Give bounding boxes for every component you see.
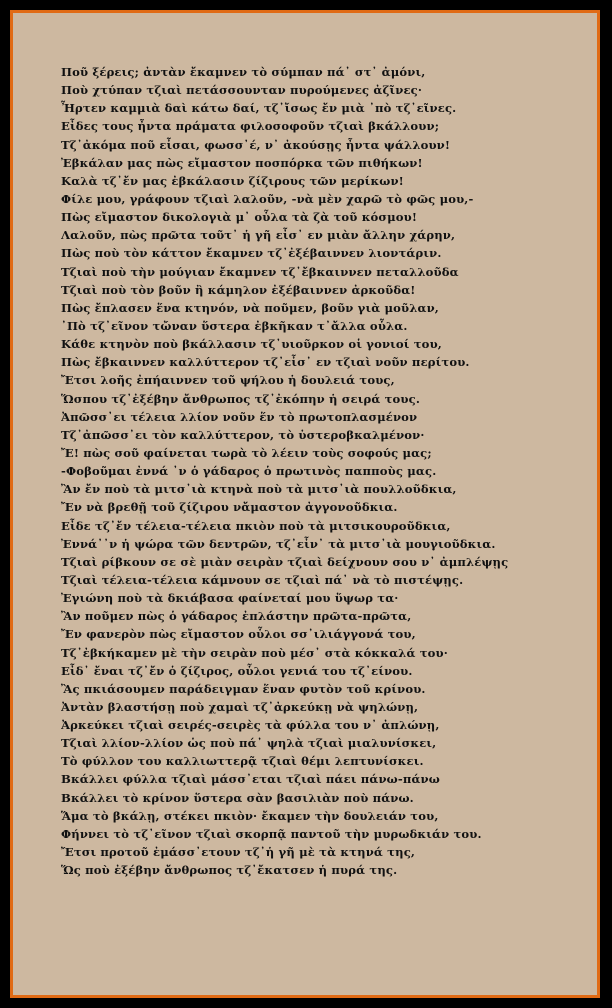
poem-line: Ἂν ποῦμεν πὼς ὁ γάδαρος ἐπλάστην πρῶτα-πρῶτα, [61, 609, 412, 624]
poem-line: -Φοβοῦμαι ἐννά ᾽ν ὁ γάδαρος ὁ πρωτινὸς παπποὺς μας. [61, 464, 437, 479]
poem-line: Ἀντὰν βλαστήσῃ ποὺ χαμαὶ τζ᾽ἀρκεύκῃ νὰ ψηλώνῃ, [61, 699, 419, 714]
poem-line: Τζ᾽ἐβκήκαμεν μὲ τὴν σειρὰν ποὺ μέσ᾽ στὰ κόκκαλά του· [61, 645, 448, 660]
poem-line: Ἀπῶσσ᾽ει τέλεια λλίον νοῦν ἕν τὸ πρωτοπλασμένον [61, 409, 418, 424]
poem-line: Πὼς ποὺ τὸν κάττον ἔκαμνεν τζ᾽ἐξέβαιννεν λιοντάριν. [61, 246, 442, 261]
poem-line: Ἐννά᾽᾽ν ἡ ψώρα τῶν δεντρῶν, τζ᾽εἶν᾽ τὰ μιτσ᾽ιὰ μουγιοῦδκια. [61, 536, 496, 551]
poem-line: Ἔ! πὼς σοῦ φαίνεται τωρὰ τὸ λέειν τοὺς σοφούς μας; [61, 445, 432, 460]
poem-text [61, 63, 593, 879]
poem-line: Ἂν ἔν ποὺ τὰ μιτσ᾽ιὰ κτηνὰ ποὺ τὰ μιτσ᾽ιὰ πουλλοῦδκια, [61, 482, 457, 497]
poem-line: Τζιαὶ λλίον-λλίον ὡς ποὺ πά᾽ ψηλὰ τζιαὶ μιαλυνίσκει, [61, 736, 437, 751]
poem-line: Πὼς ἔπλασεν ἕνα κτηνόν, νὰ ποῦμεν, βοῦν γιὰ μοῦλαν, [61, 300, 439, 315]
poem-line: Πὼς εἴμαστον δικολογιὰ μ᾽ οὗλα τὰ ζὰ τοῦ κόσμου! [61, 210, 418, 225]
poem-line: Ὥσπου τζ᾽ἐξέβην ἄνθρωπος τζ᾽ἐκόπην ἡ σειρά τους. [61, 391, 421, 406]
poem-line: Ὥς ποὺ ἐξέβην ἄνθρωπος τζ᾽ἔκατσεν ἡ πυρά της. [61, 863, 398, 878]
poem-line: Ἂς πκιάσουμεν παράδειγμαν ἕναν φυτὸν τοῦ κρίνου. [61, 681, 426, 696]
poem-line: Καλὰ τζ᾽ἔν μας ἐβκάλασιν ζίζιρους τῶν μερίκων! [61, 173, 404, 188]
poem-line: Ἦρτεν καμμιὰ δαὶ κάτω δαί, τζ᾽ἴσως ἔν μιὰ ᾽πὸ τζ᾽εῖνες. [61, 101, 457, 116]
poem-line: Λαλοῦν, πὼς πρῶτα τοῦτ᾽ ἡ γῆ εἶσ᾽ εν μιὰν ἄλλην χάρην, [61, 228, 456, 243]
poem-line: Τζ᾽ἀπῶσσ᾽ει τὸν καλλύττερον, τὸ ὑστεροβκαλμένον· [61, 427, 425, 442]
poem-line: Τζιαὶ ποὺ τὴν μούγιαν ἔκαμνεν τζ᾽ἔβκαιννεν πεταλλοῦδα [61, 264, 459, 279]
poem-line: Ἔτσι λοῆς ἐπήαιννεν τοῦ ψήλου ἡ δουλειά τους, [61, 373, 395, 388]
poem-line: Εἶδες τους ἦντα πράματα φιλοσοφοῦν τζιαὶ βκάλλουν; [61, 119, 440, 134]
poem-line: Ἔν φανερὸν πὼς εἴμαστον οὗλοι σσ᾽ιλιάγγονά του, [61, 627, 416, 642]
poem-line: Ἐβκάλαν μας πὼς εἴμαστον ποσπόρκα τῶν πιθήκων! [61, 155, 423, 170]
poem-page [10, 10, 600, 998]
poem-line: Βκάλλει τὸ κρίνον ὕστερα σὰν βασιλιὰν ποὺ πάνω. [61, 790, 414, 805]
poem-line: Ἔν νὰ βρεθῇ τοῦ ζίζιρου νἄμαστον ἀγγονοῦδκια. [61, 500, 398, 515]
poem-line: Ἔτσι προτοῦ ἐμάσσ᾽ετουν τζ᾽ἡ γῆ μὲ τὰ κτηνά της, [61, 845, 416, 860]
poem-line: Ἀρκεύκει τζιαὶ σειρές-σειρὲς τὰ φύλλα του ν᾽ ἀπλώνῃ, [61, 718, 440, 733]
poem-line: ᾽Πὸ τζ᾽εῖνον τὤναν ὕστερα ἐβκῆκαν τ᾽ἄλλα οὗλα. [61, 318, 408, 333]
poem-line: Τζ᾽ἀκόμα ποῦ εἶσαι, φωσσ᾽έ, ν᾽ ἀκούσῃς ἦντα ψάλλουν! [61, 137, 451, 152]
poem-line: Βκάλλει φύλλα τζιαὶ μάσσ᾽εται τζιαὶ πάει πάνω-πάνω [61, 772, 440, 787]
poem-line: Τζιαὶ ποὺ τὸν βοῦν ἢ κάμηλον ἐξέβαιννεν ἀρκοῦδα! [61, 282, 416, 297]
poem-line: Εἶδε τζ᾽ἔν τέλεια-τέλεια πκιὸν ποὺ τὰ μιτσικουροῦδκια, [61, 518, 451, 533]
poem-line: Τὸ φύλλον του καλλιωττερᾷ τζιαὶ θέμι λεπτυνίσκει. [61, 754, 424, 769]
poem-line: Ποῦ ξέρεις; ἀντὰν ἔκαμνεν τὸ σύμπαν πά᾽ στ᾽ ἀμόνι, [61, 65, 426, 79]
poem-line: Φίλε μου, γράφουν τζιαὶ λαλοῦν, -νὰ μὲν χαρῶ τὸ φῶς μου,- [61, 191, 474, 206]
poem-line: Ἅμα τὸ βκάλῃ, στέκει πκιὸν· ἔκαμεν τὴν δουλειάν του, [61, 808, 439, 823]
poem-line: Πὼς ἔβκαιννεν καλλύττερον τζ᾽εἶσ᾽ εν τζιαὶ νοῦν περίτου. [61, 355, 470, 370]
poem-line: Ποὺ χτύπαν τζιαὶ πετάσσουνταν πυρούμενες ἀζῖνες· [61, 83, 423, 98]
poem-line: Φήννει τὸ τζ᾽εῖνον τζιαὶ σκορπᾷ παντοῦ τὴν μυρωδκιάν του. [61, 826, 482, 841]
poem-line: Τζιαὶ τέλεια-τέλεια κάμνουν σε τζιαὶ πά᾽ νὰ τὸ πιστέψῃς. [61, 572, 464, 587]
poem-line: Εἶδ᾽ ἔναι τζ᾽ἔν ὁ ζίζιρος, οὗλοι γενιά του τζ᾽είνου. [61, 663, 413, 678]
poem-line: Ἐγιώνη ποὺ τὰ δκιάβασα φαίνεταί μου ὕψωρ τα· [61, 591, 399, 606]
poem-line: Τζιαὶ ρίβκουν σε σὲ μιὰν σειρὰν τζιαὶ δείχνουν σου ν᾽ ἀμπλέψῃς [61, 554, 509, 569]
poem-line: Κάθε κτηνὸν ποὺ βκάλλασιν τζ᾽υιοῦρκον οἱ γονιοί του, [61, 337, 442, 352]
